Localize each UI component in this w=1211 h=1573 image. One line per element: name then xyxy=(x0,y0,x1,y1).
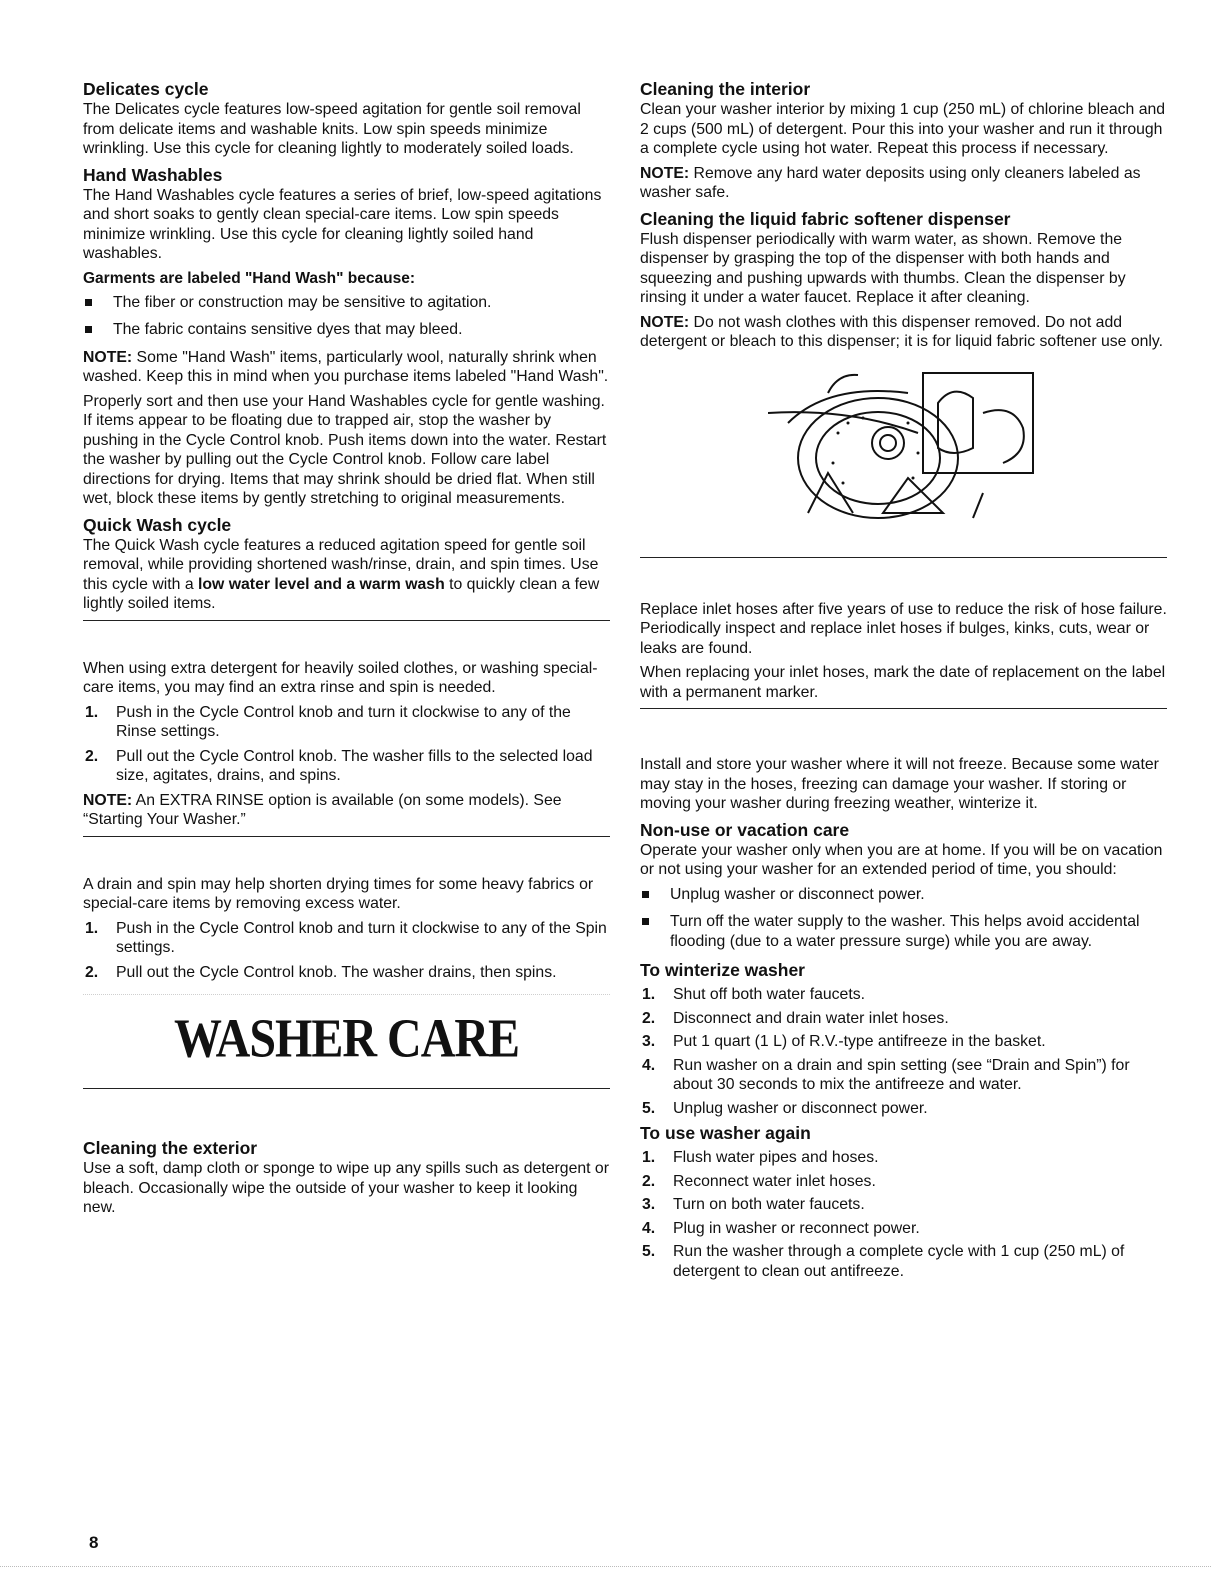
step-text: Turn on both water faucets. xyxy=(673,1196,865,1213)
delicates-body: The Delicates cycle features low-speed agitation for gentle soil removal from delicate items and washable knits. Low spin speeds minimize wrinkling. Use this cycle for cleaning lightly to moderately soiled loads. xyxy=(83,101,581,157)
note-text: Do not wash clothes with this dispenser removed. Do not add detergent or bleach to this dispenser; it is for liquid fabric softener use only. xyxy=(640,313,1164,350)
step-item xyxy=(640,1242,1167,1281)
interior-heading: Cleaning the interior xyxy=(640,79,811,99)
quick-wash-text-end: to quickly clean a few lightly soiled items. xyxy=(83,575,600,612)
faded-section-heading xyxy=(640,558,1167,600)
step-item xyxy=(640,1009,1167,1029)
note-text: An EXTRA RINSE option is available (on some models). See “Starting Your Washer.” xyxy=(83,791,562,828)
bullet-item: The fiber or construction may be sensitive to agitation. xyxy=(83,293,610,313)
note-label: NOTE: xyxy=(83,348,133,366)
step-number: 2. xyxy=(642,1172,656,1190)
step-item xyxy=(640,1148,1167,1168)
page-number: 8 xyxy=(89,1533,99,1552)
step-number: 1. xyxy=(642,1149,656,1166)
step-number: 2. xyxy=(85,963,99,981)
step-item xyxy=(640,985,1167,1005)
speckle-divider xyxy=(83,994,610,995)
step-text: Pull out the Cycle Control knob. The washer drains, then spins. xyxy=(116,963,557,981)
step-text: Push in the Cycle Control knob and turn it clockwise to any of the Rinse settings. xyxy=(116,703,571,740)
step-text: Run the washer through a complete cycle with 1 cup (250 mL) of detergent to clean out antifreeze. xyxy=(673,1243,1125,1280)
step-text: Reconnect water inlet hoses. xyxy=(673,1172,876,1190)
step-text: Unplug washer or disconnect power. xyxy=(673,1099,928,1117)
step-number: 1. xyxy=(85,703,99,721)
bullet-item: Turn off the water supply to the washer. This helps avoid accidental flooding (due to a water pressure surge) while you are away. xyxy=(640,912,1167,951)
faded-section-heading xyxy=(83,1089,610,1137)
bottom-edge-line xyxy=(0,1566,1211,1567)
step-text: Push in the Cycle Control knob and turn it clockwise to any of the Spin settings. xyxy=(116,919,607,956)
step-text: Flush water pipes and hoses. xyxy=(673,1149,879,1166)
exterior-heading: Cleaning the exterior xyxy=(83,1138,258,1158)
hand-washables-body2: Properly sort and then use your Hand Washables cycle for gentle washing. If items appear to be floating due to trapped air, stop the washer by pushing in the Cycle Control knob. Push items down into the water. Restart the washer by pulling out the Cycle Control knob. Follow care label directions for drying. Items that may shrink should be dried flat. When still wet, block these items by gently stretching to original measurements. xyxy=(83,392,607,507)
step-text: Run washer on a drain and spin setting (see “Drain and Spin”) for about 30 seconds to mix the antifreeze and water. xyxy=(673,1056,1130,1093)
non-use-heading: Non-use or vacation care xyxy=(640,819,850,840)
inlet-hoses-body: Replace inlet hoses after five years of use to reduce the risk of hose failure. Periodically inspect and replace inlet hoses if bulges, kinks, cuts, wear or leaks are found. xyxy=(640,600,1167,657)
faded-section-heading xyxy=(83,837,610,875)
step-text: Disconnect and drain water inlet hoses. xyxy=(673,1009,949,1027)
step-item xyxy=(640,1172,1167,1192)
step-number: 4. xyxy=(642,1056,656,1074)
quick-wash-bold-text: low water level and a warm wash xyxy=(198,575,445,593)
interior-body: Clean your washer interior by mixing 1 cup (250 mL) of chlorine bleach and 2 cups (500 mL) of detergent. Pour this into your washer and run it through a complete cycle using hot water. Repeat this process if necessary. xyxy=(640,101,1166,157)
step-text: Put 1 quart (1 L) of R.V.-type antifreeze in the basket. xyxy=(673,1033,1046,1050)
step-number: 2. xyxy=(85,747,99,765)
garments-heading: Garments are labeled "Hand Wash" because: xyxy=(83,269,415,287)
note-label: NOTE: xyxy=(640,313,690,331)
step-number: 5. xyxy=(642,1243,656,1260)
drain-spin-intro: A drain and spin may help shorten drying times for some heavy fabrics or special-care items by removing excess water. xyxy=(83,875,594,912)
winterize-steps xyxy=(640,985,1167,1118)
step-number: 1. xyxy=(85,919,99,937)
step-item xyxy=(83,919,610,958)
inlet-hoses-body2: When replacing your inlet hoses, mark the date of replacement on the label with a permanent marker. xyxy=(640,664,1166,701)
step-item xyxy=(640,1195,1167,1215)
note-label: NOTE: xyxy=(640,164,690,182)
rinse-spin-steps xyxy=(83,703,610,786)
step-number: 5. xyxy=(642,1099,656,1117)
step-number: 4. xyxy=(642,1219,656,1237)
interior-note xyxy=(640,164,1167,203)
use-again-heading: To use washer again xyxy=(640,1123,811,1143)
step-item xyxy=(640,1032,1167,1052)
step-item xyxy=(83,963,610,983)
use-again-steps xyxy=(640,1148,1167,1281)
step-number: 2. xyxy=(642,1009,656,1027)
step-item xyxy=(640,1219,1167,1239)
note-label: NOTE: xyxy=(83,791,133,809)
non-use-bullet-list xyxy=(640,885,1167,952)
winterize-heading: To winterize washer xyxy=(640,960,805,980)
faded-section-heading xyxy=(83,621,610,659)
step-text: Pull out the Cycle Control knob. The washer fills to the selected load size, agitates, drains, and spins. xyxy=(116,747,593,784)
hand-wash-note xyxy=(83,348,610,387)
bullet-item: The fabric contains sensitive dyes that may bleed. xyxy=(83,320,610,340)
left-column xyxy=(83,78,610,1223)
hand-washables-body: The Hand Washables cycle features a series of brief, low-speed agitations and short soaks to gently clean special-care items. Low spin speeds minimize wrinkling. Use this cycle for cleaning lightly soiled hand washables. xyxy=(83,186,602,262)
step-number: 3. xyxy=(642,1196,656,1213)
quick-wash-text: The Quick Wash cycle features a reduced agitation speed for gentle soil removal, while providing shortened wash/rinse, drain, and spin times. Use this cycle with a xyxy=(83,536,599,593)
right-column xyxy=(640,78,1167,1285)
step-number: 3. xyxy=(642,1033,656,1050)
note-text: Some "Hand Wash" items, particularly wool, naturally shrink when washed. Keep this in mind when you purchase items labeled "Hand Wash". xyxy=(83,348,609,385)
quick-wash-body xyxy=(83,536,610,614)
drain-spin-steps xyxy=(83,919,610,983)
dispenser-note xyxy=(640,313,1167,352)
dispenser-body: Flush dispenser periodically with warm water, as shown. Remove the dispenser by grasping the top of the dispenser with both hands and squeezing and pushing upwards with thumbs. Clean the dispenser by rinsing it under a water faucet. Replace it after cleaning. xyxy=(640,230,1126,306)
faded-section-heading xyxy=(640,709,1167,755)
non-use-body: Operate your washer only when you are at home. If you will be on vacation or not using your washer for an extended period of time, you should: xyxy=(640,841,1163,878)
step-item xyxy=(640,1056,1167,1095)
hand-washables-heading: Hand Washables xyxy=(83,164,223,185)
delicates-heading: Delicates cycle xyxy=(83,79,209,99)
step-text: Plug in washer or reconnect power. xyxy=(673,1219,920,1237)
dispenser-heading: Cleaning the liquid fabric softener dispenser xyxy=(640,208,1011,229)
step-number: 1. xyxy=(642,986,656,1003)
freezing-body: Install and store your washer where it will not freeze. Because some water may stay in the hoses, freezing can damage your washer. If storing or moving your washer during freezing weather, winterize it. xyxy=(640,756,1159,812)
rinse-spin-intro: When using extra detergent for heavily soiled clothes, or washing special-care items, you may find an extra rinse and spin is needed. xyxy=(83,659,598,696)
washer-care-title: WASHER CARE xyxy=(173,1008,520,1069)
quick-wash-heading: Quick Wash cycle xyxy=(83,514,232,535)
note-text: Remove any hard water deposits using only cleaners labeled as washer safe. xyxy=(640,164,1141,201)
step-text: Shut off both water faucets. xyxy=(673,986,866,1003)
bullet-item: Unplug washer or disconnect power. xyxy=(640,885,1167,905)
step-item xyxy=(640,1099,1167,1119)
step-item xyxy=(83,703,610,742)
garments-bullet-list xyxy=(83,293,610,340)
step-item xyxy=(83,747,610,786)
exterior-body: Use a soft, damp cloth or sponge to wipe up any spills such as detergent or bleach. Occasionally wipe the outside of your washer to keep it looking new. xyxy=(83,1160,609,1216)
rinse-spin-note xyxy=(83,791,610,830)
dispenser-cleaning-illustration xyxy=(768,363,1058,528)
